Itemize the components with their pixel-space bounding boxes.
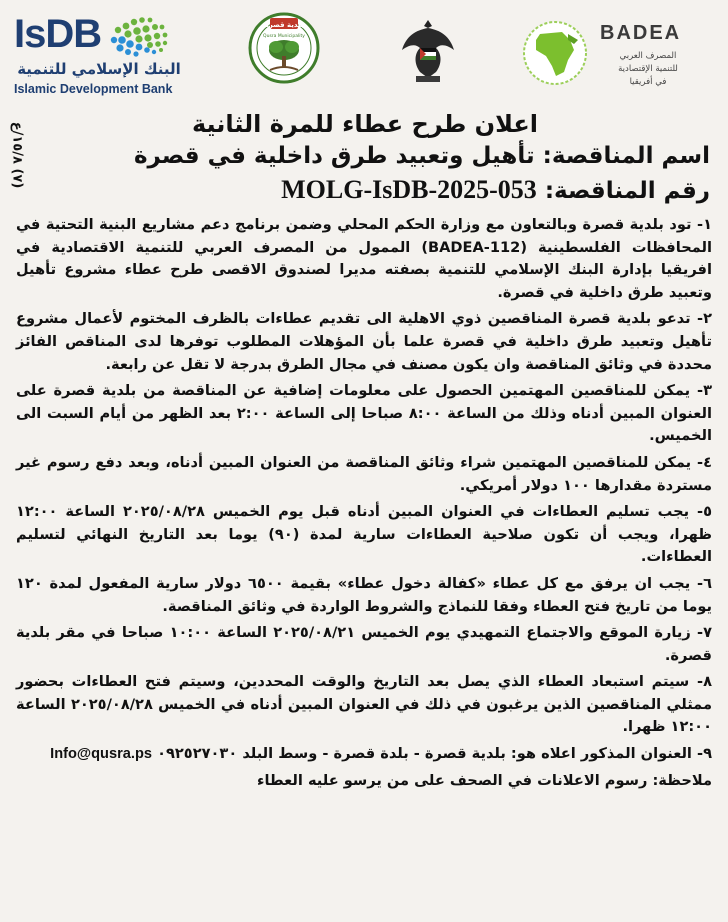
clause-2: ٢- تدعو بلدية قصرة المناقصين ذوي الاهلية الى تقديم عطاءات بالظرف المختوم لأعمال مشروع تأهيل وتعبيد طرق داخلية في قصرة علما بأن المؤهلات المطلوب توفرها لدى المناقص الفائز محددة في وثائق المناقصة وان يكون مصنف في مجال الطرق بدرجة لا تقل عن رابعة. <box>16 310 712 373</box>
badea-arabic-name <box>592 50 704 89</box>
isdb-wordmark: IsDB <box>14 12 102 56</box>
contact-address: ٩- العنوان المذكور اعلاه هو: بلدية قصرة - بلدة قصرة - وسط البلد <box>237 745 712 763</box>
badea-wordmark: BADEA <box>600 22 682 44</box>
clause-3: ٣- يمكن للمناقصين المهتمين الحصول على معلومات إضافية عن المناقصة من بلدية قصرة على العنوان المبين أدناه وذلك من الساعة ٨:٠٠ صباحا إلى الساعة ٢:٠٠ بعد الظهر من أيام السبت الى الخميس. <box>16 382 712 445</box>
clause-6: ٦- يجب ان يرفق مع كل عطاء «كفالة دخول عطاء» بقيمة ٦٥٠٠ دولار سارية المفعول لمدة ١٢٠ يوما من تاريخ فتح العطاء وفقا للنماذج والشروط الواردة في وثائق المناقصة. <box>16 574 712 615</box>
clause-5: ٥- يجب تسليم العطاءات في العنوان المبين أدناه قبل يوم الخميس ٢٠٢٥/٠٨/٢٨ الساعة ١٢:٠٠ ظهرا، ويجب أن تكون صلاحية العطاءات سارية لمدة (٩٠) يوما بعد التاريخ النهائي لتسليم العطاءات. <box>16 503 713 566</box>
badea-arabic-line: المصرف العربي <box>619 51 677 61</box>
badea-arabic-line: للتنمية الإقتصادية <box>618 64 678 74</box>
tender-name <box>50 140 710 172</box>
page-title: اعلان طرح عطاء للمرة الثانية <box>191 110 539 138</box>
tender-number-label: رقم المناقصة: <box>536 178 710 204</box>
clause-4: ٤- يمكن للمناقصين المهتمين شراء وثائق المناقصة من العنوان المبين أدناه، وبعد دفع رسوم غير مستردة مقدارها ١٠٠ دولار أمريكي. <box>16 453 712 494</box>
isdb-arabic-name: البنك الإسلامي للتنمية <box>17 60 181 78</box>
badea-arabic-line: في أفريقيا <box>629 77 667 87</box>
header-logos <box>0 6 728 106</box>
clause-7: ٧- زيارة الموقع والاجتماع التمهيدي يوم الخميس ٢٠٢٥/٠٨/٢١ الساعة ١٠:٠٠ صباحا في مقر بلدية قصرة. <box>16 624 713 664</box>
clause-8: ٨- سيتم استبعاد العطاء الذي يصل بعد التاريخ والوقت المحددين، وسيتم فتح العطاءات بحضور ممثلي المناقصين الذين يرغبون في ذلك في العنوان المبين أدناه في الخميس ٢٠٢٥/٠٨/٢٨ الساعة ١٢:٠٠ ظهرا. <box>16 673 712 736</box>
clause-1: ١- تود بلدية قصرة وبالتعاون مع وزارة الحكم المحلي وضمن برنامج دعم مشاريع البنية التحتية في المحافظات الفلسطينية (BADEA-112) الممول من المصرف العربي للتنمية الاقتصادية في افريقيا بإدارة البنك الإسلامي للتنمية بصفته مديرا لصندوق الاقصى طرح عطاء مشروع تأهيل وتعبيد طرق داخلية في قصرة. <box>16 216 712 301</box>
tender-name-value: تأهيل وتعبيد طرق داخلية في قصرة <box>133 143 535 169</box>
africa-map-icon <box>522 20 588 86</box>
advertisement-body <box>16 214 712 796</box>
seal-sub-text: Qusra Municipality <box>263 34 305 39</box>
contact-email: Info@qusra.ps <box>50 746 152 763</box>
publication-date-stamp <box>4 114 30 196</box>
tender-number-value: MOLG-IsDB-2025-053 <box>281 175 537 204</box>
isdb-logo <box>14 10 194 100</box>
tender-number <box>50 174 710 207</box>
seal-top-text: بلدية قصرة <box>264 21 304 29</box>
qusra-municipality-seal-icon <box>248 12 320 84</box>
contact-phone: ٠٩٢٥٢٧٠٣٠ <box>157 745 238 763</box>
badea-logo <box>522 16 722 100</box>
clause-9-contact <box>16 743 712 766</box>
tender-name-label: اسم المناقصة: <box>534 143 710 169</box>
isdb-english-name: Islamic Development Bank <box>14 82 173 96</box>
publication-date-text: (٧) ١٥/٨/ع <box>9 121 25 189</box>
ad-fees-note: ملاحظة: رسوم الاعلانات في الصحف على من يرسو عليه العطاء <box>256 771 712 789</box>
isdb-globe-icon <box>106 14 172 58</box>
palestine-eagle-emblem-icon <box>398 14 458 86</box>
